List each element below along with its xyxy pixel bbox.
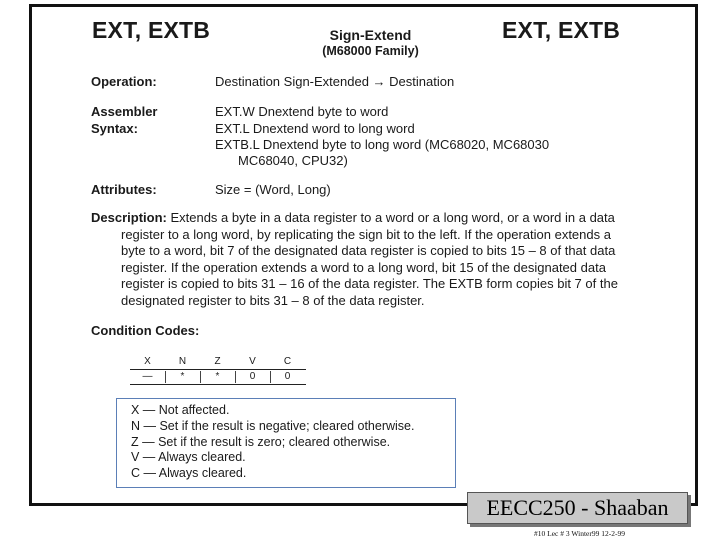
cc-cell-separator xyxy=(200,371,201,383)
cc-value-z: * xyxy=(215,371,220,382)
cc-header-v: V xyxy=(249,356,256,367)
description-line: register is copied to bits 31 – 16 of the data register. The EXTB form copies bit 7 of the xyxy=(121,276,618,291)
legend-item: X — Not affected. xyxy=(131,403,230,417)
description-text: Extends a byte in a data register to a word or a long word, or a word in a data xyxy=(166,210,615,225)
cc-cell-separator xyxy=(270,371,271,383)
condition-codes-value-row xyxy=(130,371,306,382)
description-line: register. If the operation extends a word to a long word, bit 15 of the designated data xyxy=(121,259,606,275)
instruction-name-text: Sign-Extend xyxy=(329,27,412,43)
instruction-name xyxy=(318,27,423,59)
description-label: Description: xyxy=(91,210,167,225)
course-footer-badge: EECC250 - Shaaban xyxy=(467,492,688,524)
assembler-label: Assembler xyxy=(91,104,158,119)
operation-label: Operation: xyxy=(91,74,157,89)
family-subtitle: (M68000 Family) xyxy=(322,44,419,58)
description-line xyxy=(91,210,647,227)
lecture-footnote: #10 Lec # 3 Winter99 12-2-99 xyxy=(534,529,625,538)
cc-cell-separator xyxy=(165,371,166,383)
cc-cell-separator xyxy=(235,371,236,383)
syntax-line: EXT.L Dnextend word to long word xyxy=(215,121,415,136)
attributes-label: Attributes: xyxy=(91,182,157,197)
operation-text: Destination Sign-Extended → Destination xyxy=(215,74,455,89)
cc-value-n: * xyxy=(180,371,185,382)
instruction-title-right: EXT, EXTB xyxy=(502,17,621,43)
attributes-text: Size = (Word, Long) xyxy=(215,182,331,197)
cc-value-c: 0 xyxy=(284,371,291,382)
syntax-line: EXT.W Dnextend byte to word xyxy=(215,104,389,119)
condition-codes-label: Condition Codes: xyxy=(91,323,200,338)
cc-header-c: C xyxy=(283,356,292,367)
legend-item: C — Always cleared. xyxy=(131,466,247,481)
cc-header-n: N xyxy=(178,356,187,367)
syntax-line: EXTB.L Dnextend byte to long word (MC68020, MC68030 xyxy=(215,137,550,152)
cc-divider xyxy=(130,369,306,370)
cc-value-x: — xyxy=(142,371,153,382)
condition-codes-header-row xyxy=(130,356,306,367)
legend-item: V — Always cleared. xyxy=(131,450,246,465)
syntax-line: MC68040, CPU32) xyxy=(238,153,348,168)
cc-header-x: X xyxy=(144,356,151,367)
instruction-title-left: EXT, EXTB xyxy=(92,17,211,43)
legend-item: N — Set if the result is negative; cleared otherwise. xyxy=(131,418,415,433)
condition-codes-table xyxy=(130,356,306,386)
description-line: register to a long word, by replicating the sign bit to the left. If the operation extends a xyxy=(121,226,611,242)
description-line: designated register to bits 31 – 8 of the data register. xyxy=(121,292,425,308)
cc-bottom-rule xyxy=(130,384,306,385)
cc-header-z: Z xyxy=(214,356,221,367)
condition-codes-legend xyxy=(116,398,456,488)
legend-item: Z — Set if the result is zero; cleared otherwise. xyxy=(131,434,391,449)
description-line: byte to a word, bit 7 of the designated data register is copied to bits 15 – 8 of that data xyxy=(121,243,616,258)
syntax-label: Syntax: xyxy=(91,121,138,136)
cc-value-v: 0 xyxy=(249,371,256,382)
description-block xyxy=(91,210,647,309)
